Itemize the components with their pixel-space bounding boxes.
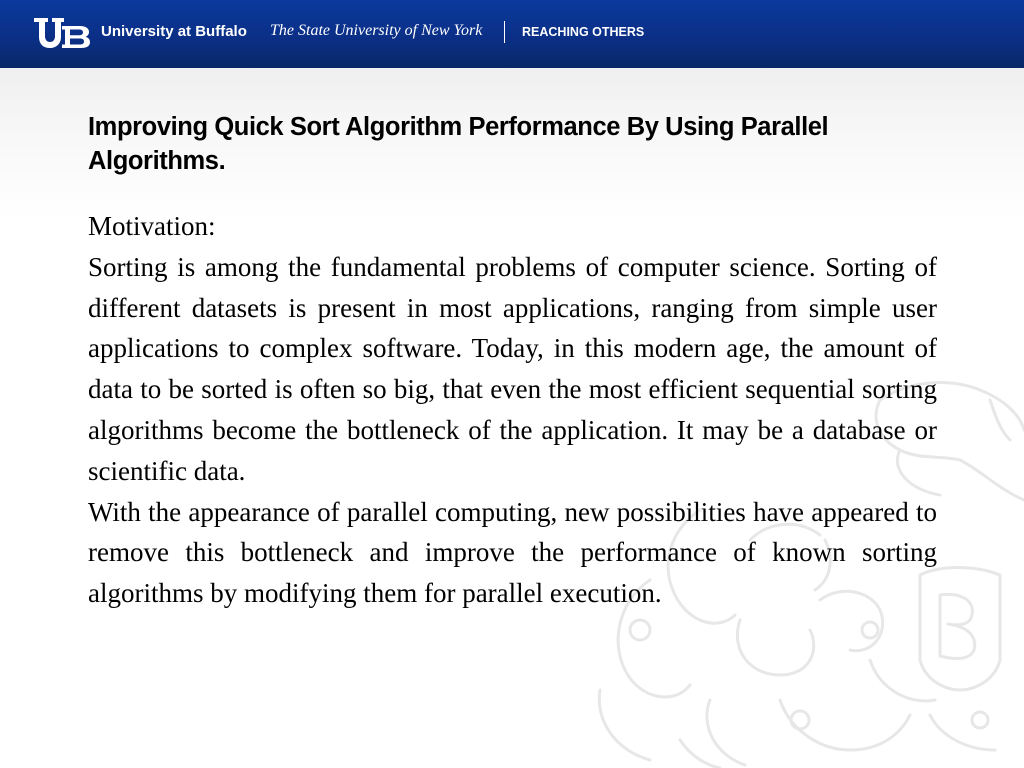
body-paragraph-1: Sorting is among the fundamental problems of computer science. Sorting of different datasets is present in most applications, ranging from simple user applications to complex software. Today, in this modern age, the amount of data to be sorted is often so big, that even the most efficient sequential sorting algorithms become the bottleneck of the application. It may be a database or scientific data. [88,251,937,486]
header-tagline: REACHING OTHERS [522,25,645,39]
section-heading: Motivation: [88,211,216,241]
header-bar [0,0,1024,68]
university-name: University at Buffalo [101,23,247,40]
university-subtitle: The State University of New York [270,22,483,39]
ub-logo-icon [32,16,92,50]
slide-title: Improving Quick Sort Algorithm Performance By Using Parallel Algorithms. [88,113,829,175]
body-paragraph-2: With the appearance of parallel computing, new possibilities have appeared to remove this bottleneck and improve the performance of known sorting algorithms by modifying them for parallel execution. [88,496,937,609]
slide-body [88,206,937,614]
header-divider [504,21,505,43]
